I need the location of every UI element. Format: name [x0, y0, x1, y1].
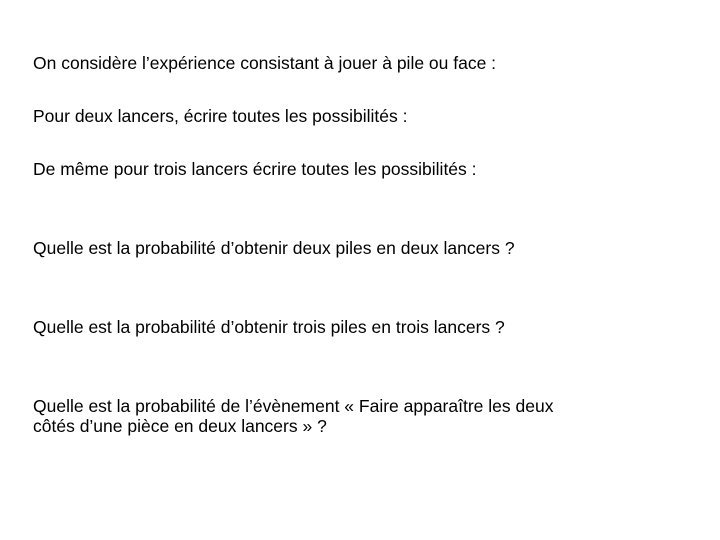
question-three-throws-possibilities: De même pour trois lancers écrire toutes les possibilités : [33, 159, 477, 179]
intro-text: On considère l’expérience consistant à jouer à pile ou face : [33, 53, 497, 73]
question-both-sides-line-1: Quelle est la probabilité de l’évènement « Faire apparaître les deux [33, 396, 554, 416]
question-two-piles-probability: Quelle est la probabilité d’obtenir deux piles en deux lancers ? [33, 238, 515, 258]
question-two-throws-possibilities: Pour deux lancers, écrire toutes les possibilités : [33, 106, 408, 126]
question-both-sides-line-2: côtés d’une pièce en deux lancers » ? [33, 416, 327, 436]
question-three-piles-probability: Quelle est la probabilité d’obtenir trois piles en trois lancers ? [33, 317, 505, 337]
